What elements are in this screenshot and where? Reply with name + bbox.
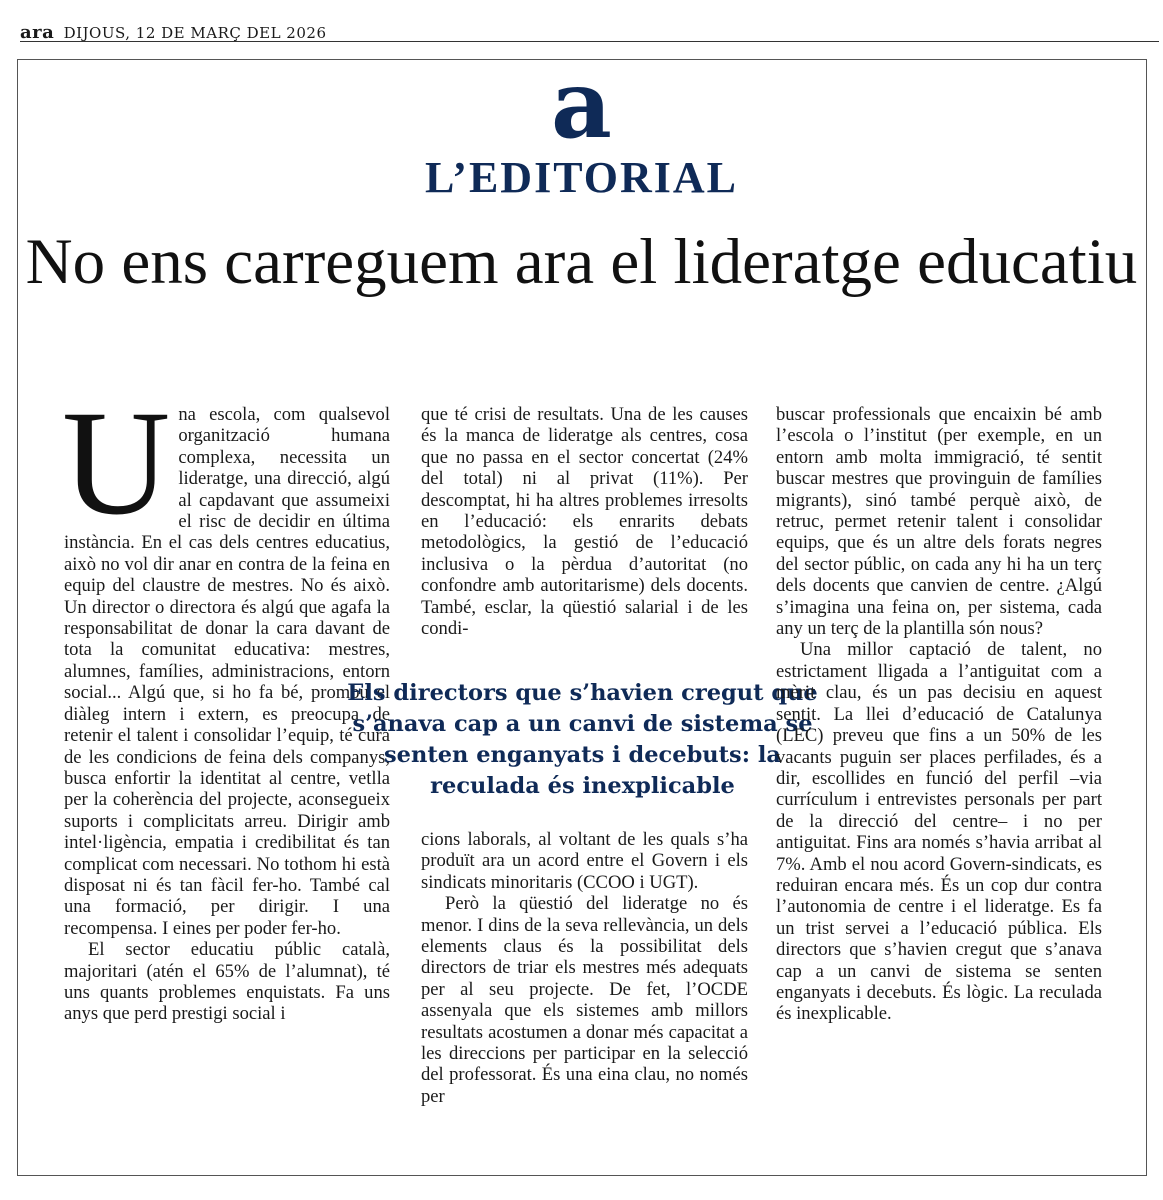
section-title: L’EDITORIAL: [424, 153, 738, 202]
column-2-bottom: [421, 829, 748, 1139]
col3-paragraph-1: buscar professionals que encaixin bé amb l’escola o l’institut (per exemple, en un entorn amb molta immigració, té sentit buscar mestres que provinguin de famílies migrants), sinó també perquè això, de retruc, permet retenir talent i consolidar equips, que és un altre dels forats negres del sector públic, on cada any hi ha un terç dels docents que canvien de centre. ¿Algú s’imagina una feina on, per sistema, cada any un terç de la plantilla són nous?: [776, 404, 1102, 640]
column-2-top: [421, 404, 748, 654]
column-3: [776, 404, 1102, 1139]
pull-quote: Els directors que s’havien cregut que s’anava cap a un canvi de sistema se senten enganyats i decebuts: la reculada és inexplicable: [347, 680, 818, 799]
issue-date: DIJOUS, 12 DE MARÇ DEL 2026: [63, 24, 327, 42]
col2-paragraph-1-bottom: cions laborals, al voltant de les quals s’ha produït ara un acord entre el Govern i els sindicats minoritaris (CCOO i UGT).: [421, 829, 748, 893]
drop-cap: U: [62, 380, 171, 546]
col3-paragraph-2: Una millor captació de talent, no estrictament lligada a l’antiguitat com a mèrit clau, és un pas decisiu en aquest sentit. La llei d’educació de Catalunya (LEC) preveu que fins a un 50% de les vacants puguin ser places perfilades, és a dir, escollides en funció del perfil –via currículum i entrevistes personals per part de la direcció del centre– i no per antiguitat. Fins ara només s’havia arribat al 7%. Amb el nou acord Govern-sindicats, es reduiran encara més. És un cop dur contra l’autonomia de centre i el lideratge. Es fa un trist servei a l’educació pública. Els directors que s’havien cregut que s’anava cap a un canvi de sistema se senten enganyats i decebuts. És lògic. La reculada és inexplicable.: [776, 639, 1102, 1025]
ara-logo: a: [551, 50, 612, 160]
brand-name: ara: [20, 22, 55, 43]
col2-paragraph-1-top: que té crisi de resultats. Una de les causes és la manca de lideratge als centres, cosa que no passa en el sector concertat (24% del total) ni al privat (11%). Per descomptat, hi ha altres problemes irresolts en l’educació: els enrarits debats metodològics, la gestió de l’educació inclusiva o la pèrdua d’autoritat (no confondre amb autoritarisme) dels docents. També, esclar, la qüestió salarial i de les condi-: [421, 404, 748, 640]
headline: No ens carreguem ara el lideratge educatiu: [25, 226, 1138, 298]
col2-paragraph-2: Però la qüestió del lideratge no és menor. I dins de la seva rellevància, un dels elements claus és la possibilitat dels directors de triar els mestres més adequats per al seu projecte. De fet, l’OCDE assenyala que els sistemes amb millors resultats acostumen a donar més capacitat a les direccions per participar en la selecció del professorat. És una eina clau, no només per: [421, 893, 748, 1107]
col1-paragraph-1: na escola, com qualsevol organització humana complexa, necessita un lideratge, una direcció, algú al capdavant que assumeixi el risc de decidir en última instància. En el cas dels centres educatius, això no vol dir anar en contra de la feina en equip del claustre de mestres. No és això. Un director o directora és algú que agafa la responsabilitat de donar la cara davant de tota la comunitat educativa: mestres, alumnes, famílies, administracions, entorn social... Algú que, si ho fa bé, promou el diàleg intern i extern, es preocupa de retenir el talent i consolidar l’equip, té cura de les condicions de feina dels companys, busca enfortir la identitat al centre, vetlla per la coherència del projecte, aconsegueix suports i complicitats arreu. Dirigir amb intel·ligència, empatia i credibilitat és tan complicat com necessari. No tothom hi està disposat ni és tan fàcil fer-ho. També cal una formació, per dirigir. I una recompensa. I eines per poder fer-ho.: [64, 404, 390, 939]
page-folio: [20, 22, 326, 43]
col1-paragraph-2: El sector educatiu públic català, majoritari (atén el 65% de l’alumnat), té uns quants problemes enquistats. Fa uns anys que perd prestigi social i: [64, 939, 390, 1025]
folio-rule: [20, 41, 1159, 42]
